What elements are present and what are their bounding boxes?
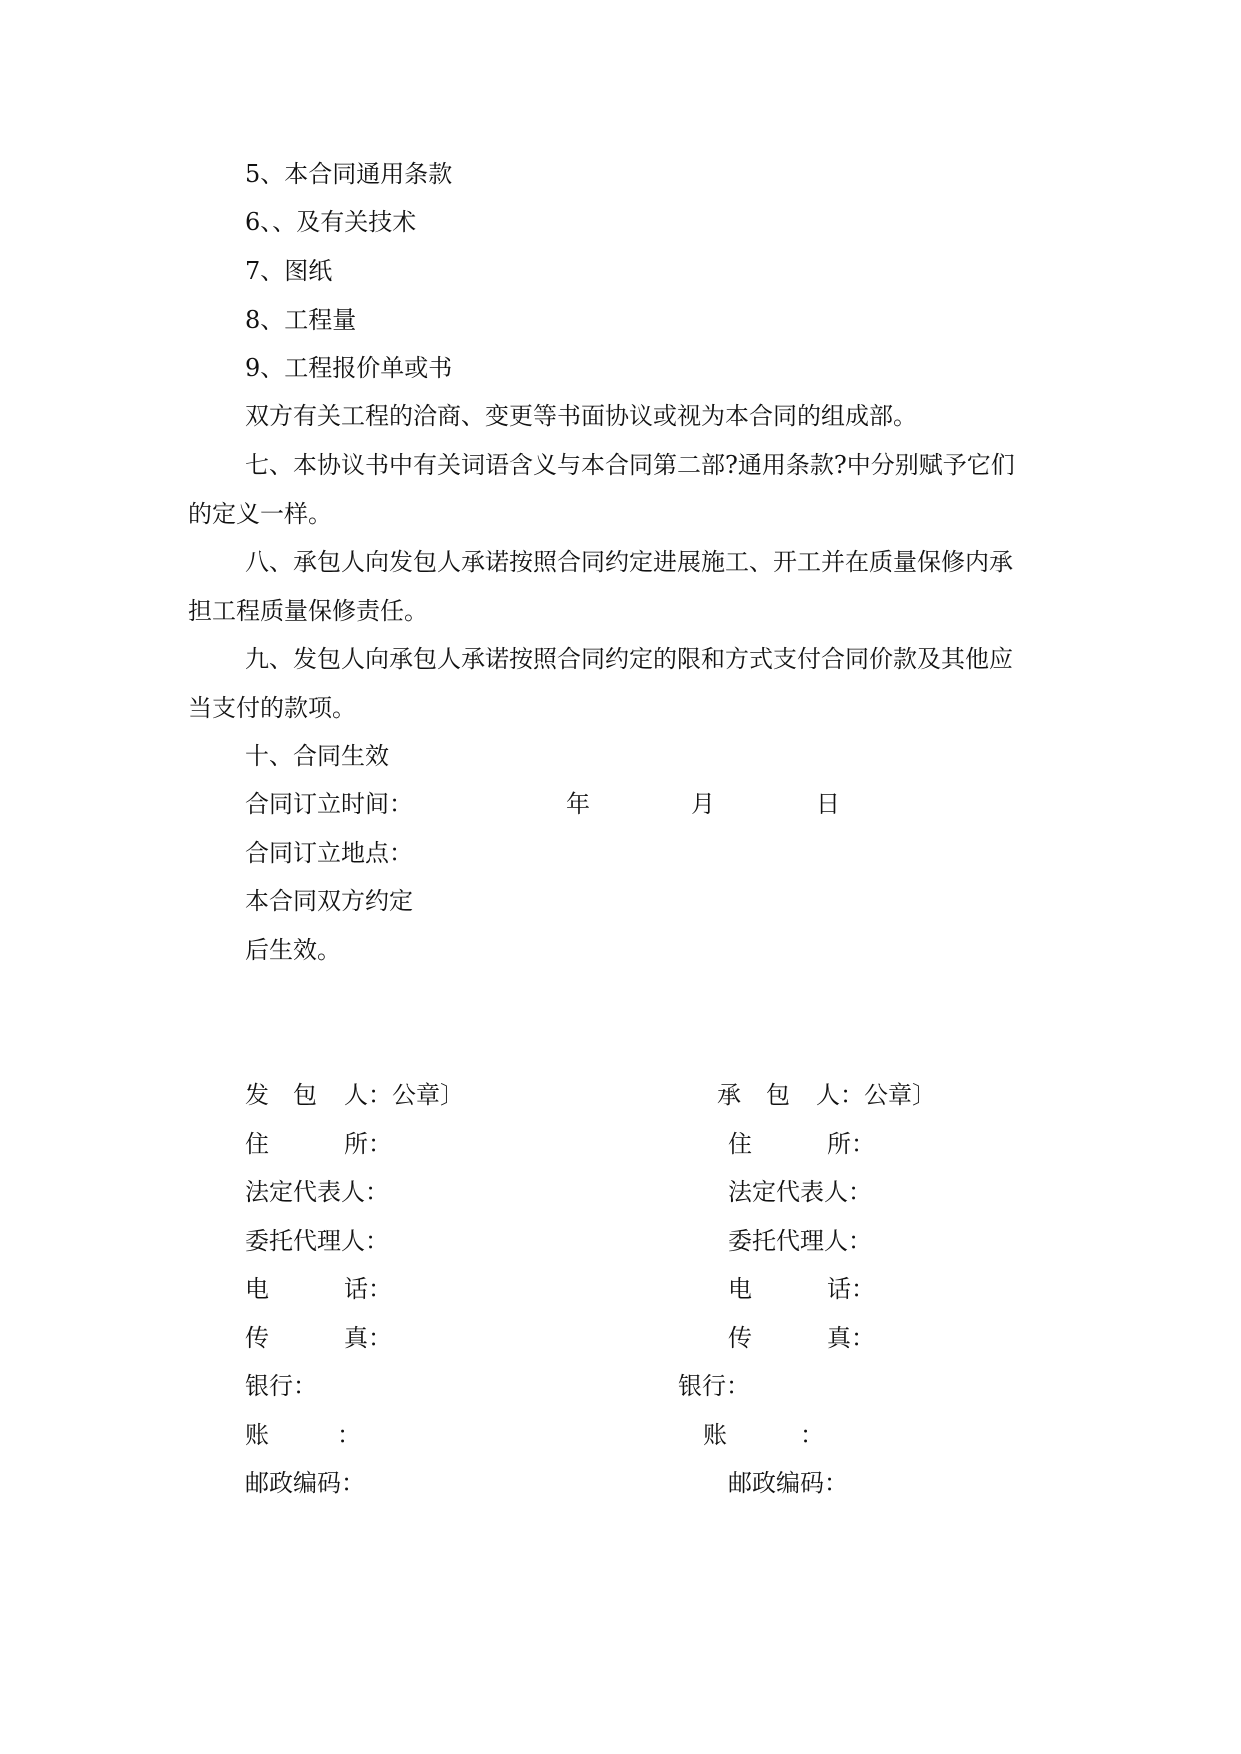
list-item: 9、工程报价单或书 <box>245 354 453 382</box>
party-b-account-label-char1: 账 <box>703 1421 727 1449</box>
party-b-phone-label-char1: 电 <box>728 1275 752 1303</box>
party-a-fax-label-char2: 真： <box>344 1324 392 1352</box>
party-b-postcode-label: 邮政编码： <box>728 1469 848 1497</box>
list-item: 8、工程量 <box>245 306 357 334</box>
party-b-title-char2: 包 <box>766 1081 790 1109</box>
party-b-account-label-char2: ： <box>800 1421 824 1449</box>
party-a-address-label-char1: 住 <box>245 1130 269 1158</box>
party-a-account-label-char1: 账 <box>245 1421 269 1449</box>
party-b-address-label-char1: 住 <box>728 1130 752 1158</box>
effect-clause-line2: 后生效。 <box>245 936 341 964</box>
party-b-bank-label: 银行： <box>678 1372 750 1400</box>
party-b-legal-rep-label: 法定代表人： <box>728 1178 872 1206</box>
paragraph-negotiation: 双方有关工程的洽商、变更等书面协议或视为本合同的组成部。 <box>245 402 917 430</box>
list-item: 7、图纸 <box>245 257 333 285</box>
party-a-fax-label-char1: 传 <box>245 1324 269 1352</box>
paragraph-ten-heading: 十、合同生效 <box>245 742 389 770</box>
party-a-legal-rep-label: 法定代表人： <box>245 1178 389 1206</box>
signing-place-label: 合同订立地点： <box>245 839 413 867</box>
party-a-postcode-label: 邮政编码： <box>245 1469 365 1497</box>
paragraph-eight-line2: 担工程质量保修责任。 <box>188 597 428 625</box>
party-b-agent-label: 委托代理人： <box>728 1227 872 1255</box>
party-a-bank-label: 银行： <box>245 1372 317 1400</box>
party-a-title-char1: 发 <box>245 1081 269 1109</box>
party-b-title-char1: 承 <box>717 1081 741 1109</box>
party-a-phone-label-char1: 电 <box>245 1275 269 1303</box>
paragraph-eight-line1: 八、承包人向发包人承诺按照合同约定进展施工、开工并在质量保修内承 <box>245 548 1013 576</box>
paragraph-seven-line2: 的定义一样。 <box>188 500 332 528</box>
party-a-phone-label-char2: 话： <box>344 1275 392 1303</box>
party-b-title-rest: 人：公章〕 <box>816 1081 936 1109</box>
party-b-address-label-char2: 所： <box>827 1130 875 1158</box>
party-a-account-label-char2: ： <box>337 1421 361 1449</box>
signing-day-label: 日 <box>816 790 840 818</box>
party-a-agent-label: 委托代理人： <box>245 1227 389 1255</box>
list-item: 6、、及有关技术 <box>245 208 417 236</box>
signing-year-label: 年 <box>566 790 590 818</box>
party-a-address-label-char2: 所： <box>344 1130 392 1158</box>
effect-clause-line1: 本合同双方约定 <box>245 887 413 915</box>
party-b-fax-label-char2: 真： <box>827 1324 875 1352</box>
party-b-fax-label-char1: 传 <box>728 1324 752 1352</box>
paragraph-nine-line2: 当支付的款项。 <box>188 694 356 722</box>
paragraph-seven-line1: 七、本协议书中有关词语含义与本合同第二部?通用条款?中分别赋予它们 <box>245 451 1015 479</box>
party-a-title-char2: 包 <box>293 1081 317 1109</box>
signing-time-label: 合同订立时间： <box>245 790 413 818</box>
party-a-title-rest: 人：公章〕 <box>344 1081 464 1109</box>
signing-month-label: 月 <box>691 790 715 818</box>
list-item: 5、本合同通用条款 <box>245 160 453 188</box>
party-b-phone-label-char2: 话： <box>827 1275 875 1303</box>
paragraph-nine-line1: 九、发包人向承包人承诺按照合同约定的限和方式支付合同价款及其他应 <box>245 645 1013 673</box>
